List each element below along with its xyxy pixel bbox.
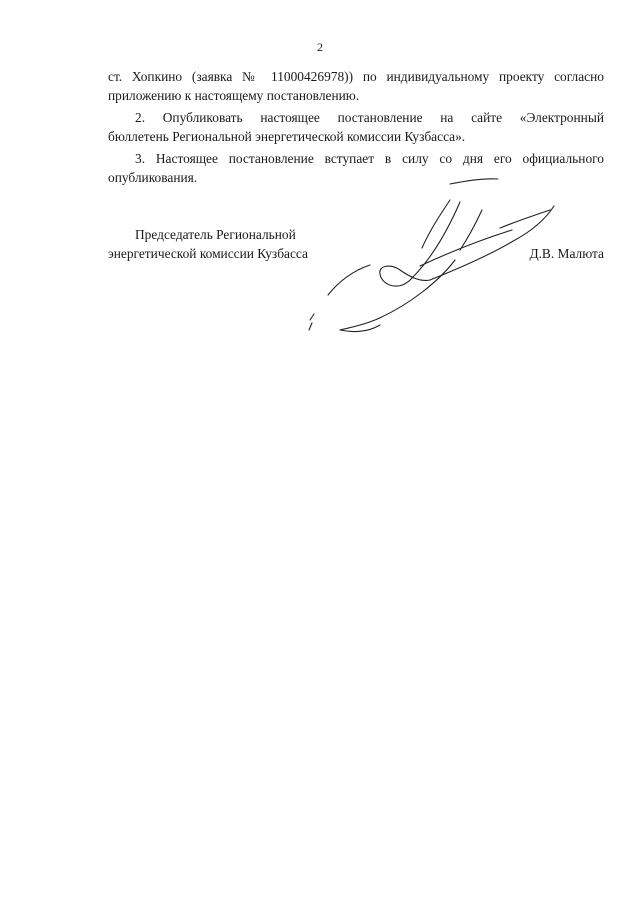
signatory-title-line1: Председатель Региональной [135,227,296,242]
paragraph-line: бюллетень Региональной энергетической комиссии Кузбасса». [108,128,466,144]
signatory-title-line2: энергетической комиссии Кузбасса [108,246,308,261]
handwritten-signature [300,170,570,345]
signatory-title [108,225,308,263]
signatory-name: Д.В. Малюта [529,246,604,261]
paragraph-line: опубликования. [108,169,198,185]
paragraph-2 [108,109,604,146]
page-number: 2 [317,40,323,54]
paragraph-line: приложению к настоящему постановлению. [108,87,360,103]
paragraph-line: ст. Хопкино (заявка № 11000426978)) по индивидуальному проекту согласно [108,69,604,84]
paragraph-1 [108,68,604,105]
paragraph-line: 3. Настоящее постановление вступает в силу со дня его официального [135,151,604,166]
paragraph-line: 2. Опубликовать настоящее постановление на сайте «Электронный [135,110,604,125]
